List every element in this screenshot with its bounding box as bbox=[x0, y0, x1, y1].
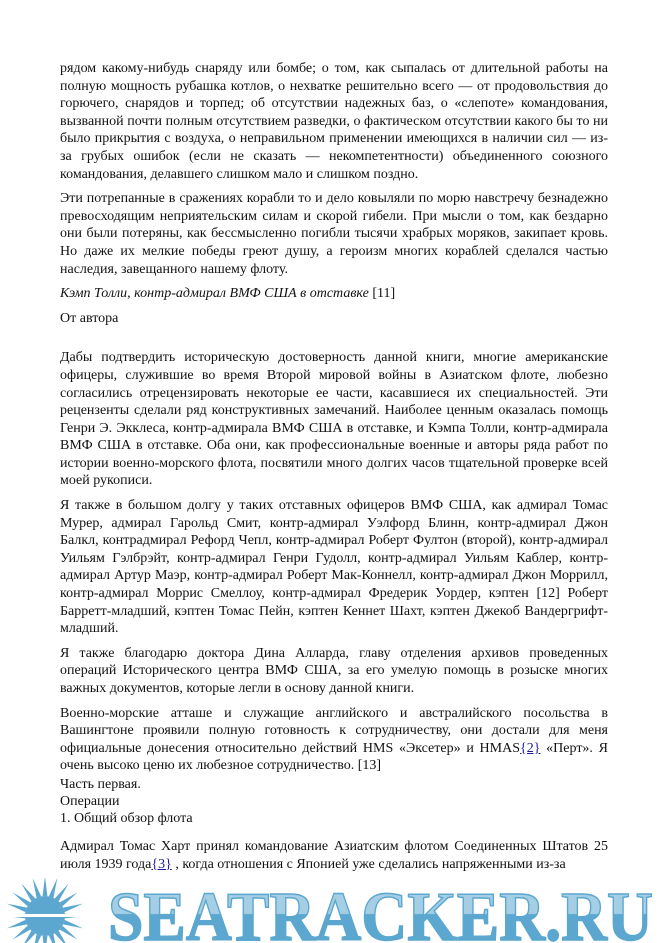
document-body bbox=[60, 60, 608, 782]
sun-ray bbox=[49, 934, 58, 943]
sun-ray bbox=[33, 934, 42, 943]
watermark-text: SEATRACKER.RU bbox=[108, 879, 653, 943]
paragraph: Эти потрепанные в сражениях корабли то и дело ковыляли по морю навстречу безнадежно превосходящим неприятельским силам и скорой гибели. При мысли о том, как бездарно они были потеряны, как бессмысленно погибли тысячи храбрых моряков, закипает кровь. Но даже их мелкие победы греют душу, а героизм многих кораблей сделался частью наследия, завещанного нашему флоту. bbox=[60, 191, 608, 277]
sun-logo-icon bbox=[0, 878, 100, 943]
paragraph: Дабы подтвердить историческую достоверность данной книги, многие американские офицеры, служившие во время Второй мировой войны в Азиатском флоте, любезно согласились отрецензировать некоторые ее части, касавшиеся их специальностей. Эти рецензенты сделали ряд конструктивных замечаний. Наиболее ценным оказалась помощь Генри Э. Экклеса, контр-адмирала ВМФ США в отставке, и Кэмпа Толли, контр-адмирала ВМФ США в отставке. Оба они, как профессиональные военные и авторы ряда работ по истории военно-морского флота, посвятили много долгих часов тщательной проверке всей моей рукописи. bbox=[60, 350, 608, 489]
paragraph bbox=[60, 705, 608, 775]
part-title: Часть первая. bbox=[60, 777, 141, 792]
chapter-title: 1. Общий обзор флота bbox=[60, 811, 193, 826]
section-heading: От автора bbox=[60, 310, 119, 326]
sun-ray bbox=[63, 904, 83, 913]
signature bbox=[60, 285, 608, 303]
sun-ray bbox=[33, 878, 42, 898]
sun-ray bbox=[63, 920, 83, 929]
sun-ray bbox=[43, 878, 48, 896]
sun-ray bbox=[7, 904, 27, 913]
sun-ray bbox=[49, 878, 58, 898]
section-title: Операции bbox=[60, 794, 120, 809]
footnote-link-2[interactable]: {2} bbox=[520, 740, 541, 756]
paragraph-text: Адмирал Томас Харт принял командование Азиатским флотом Соединенных Штатов 25 июля 1939 года bbox=[60, 839, 608, 872]
sun-ray bbox=[7, 920, 27, 929]
paragraph-text: , когда отношения с Японией уже сделались напряженными из-за bbox=[171, 856, 566, 872]
paragraph-text: «Перт». Я очень высоко ценю их любезное сотрудничество. [13] bbox=[60, 740, 608, 774]
paragraph: Я также в большом долгу у таких отставных офицеров ВМФ США, как адмирал Томас Мурер, адмирал Гарольд Смит, контр-адмирал Уэлфорд Блинн, контр-адмирал Джон Балкл, контрадмирал Рефорд Чепл, контр-адмирал Роберт Фултон (второй), контр-адмирал Уильям Гэлбрэйт, контр-адмирал Генри Гудолл, контр-адмирал Уильям Каблер, контр-адмирал Артур Маэр, контр-адмирал Роберт Мак-Коннелл, контр-адмирал Джон Моррилл, контр-адмирал Моррис Смеллоу, контр-адмирал Фредерик Уордер, кэптен [12] Роберт Барретт-младший, кэптен Томас Пейн, кэптен Кеннет Шахт, кэптен Джекоб Вандергрифт-младший. bbox=[60, 498, 608, 637]
signature-text: Кэмп Толли, контр-адмирал ВМФ США в отставке bbox=[60, 286, 369, 302]
paragraph: Я также благодарю доктора Дина Алларда, главу отделения архивов проведенных операций Исторического центра ВМФ США, за его умелую помощь в розыске многих важных документов, которые легли в основу данной книги. bbox=[60, 645, 608, 696]
sun-ray bbox=[43, 936, 48, 943]
footnote-link-3[interactable]: {3} bbox=[151, 856, 172, 872]
paragraph: рядом какому-нибудь снаряду или бомбе; о том, как сыпалась от длительной работы на полную мощность рубашка котлов, о нехватке решительно всего — от продовольствия до горючего, снарядов и торпед; об отсутствии надежных баз, о «слепоте» командования, вызванной почти полным отсутствием разведки, о фактическом отсутствии какого бы то ни было прикрытия с воздуха, о неправильном применении имеющихся в наличии сил — из-за грубых ошибок (если не сказать — некомпетентности) объединенного союзного командования, делавшего слишком мало и слишком поздно. bbox=[60, 61, 608, 182]
paragraph bbox=[60, 838, 608, 873]
seatracker-watermark bbox=[0, 878, 668, 943]
paragraph-text: Военно-морские атташе и служащие английского и австралийского посольства в Вашингтоне проявили полную готовность к сотрудничеству, они достали для меня официальные донесения относительно действий HMS «Эксетер» и HMAS bbox=[60, 705, 608, 756]
signature-ref: [11] bbox=[368, 286, 396, 302]
